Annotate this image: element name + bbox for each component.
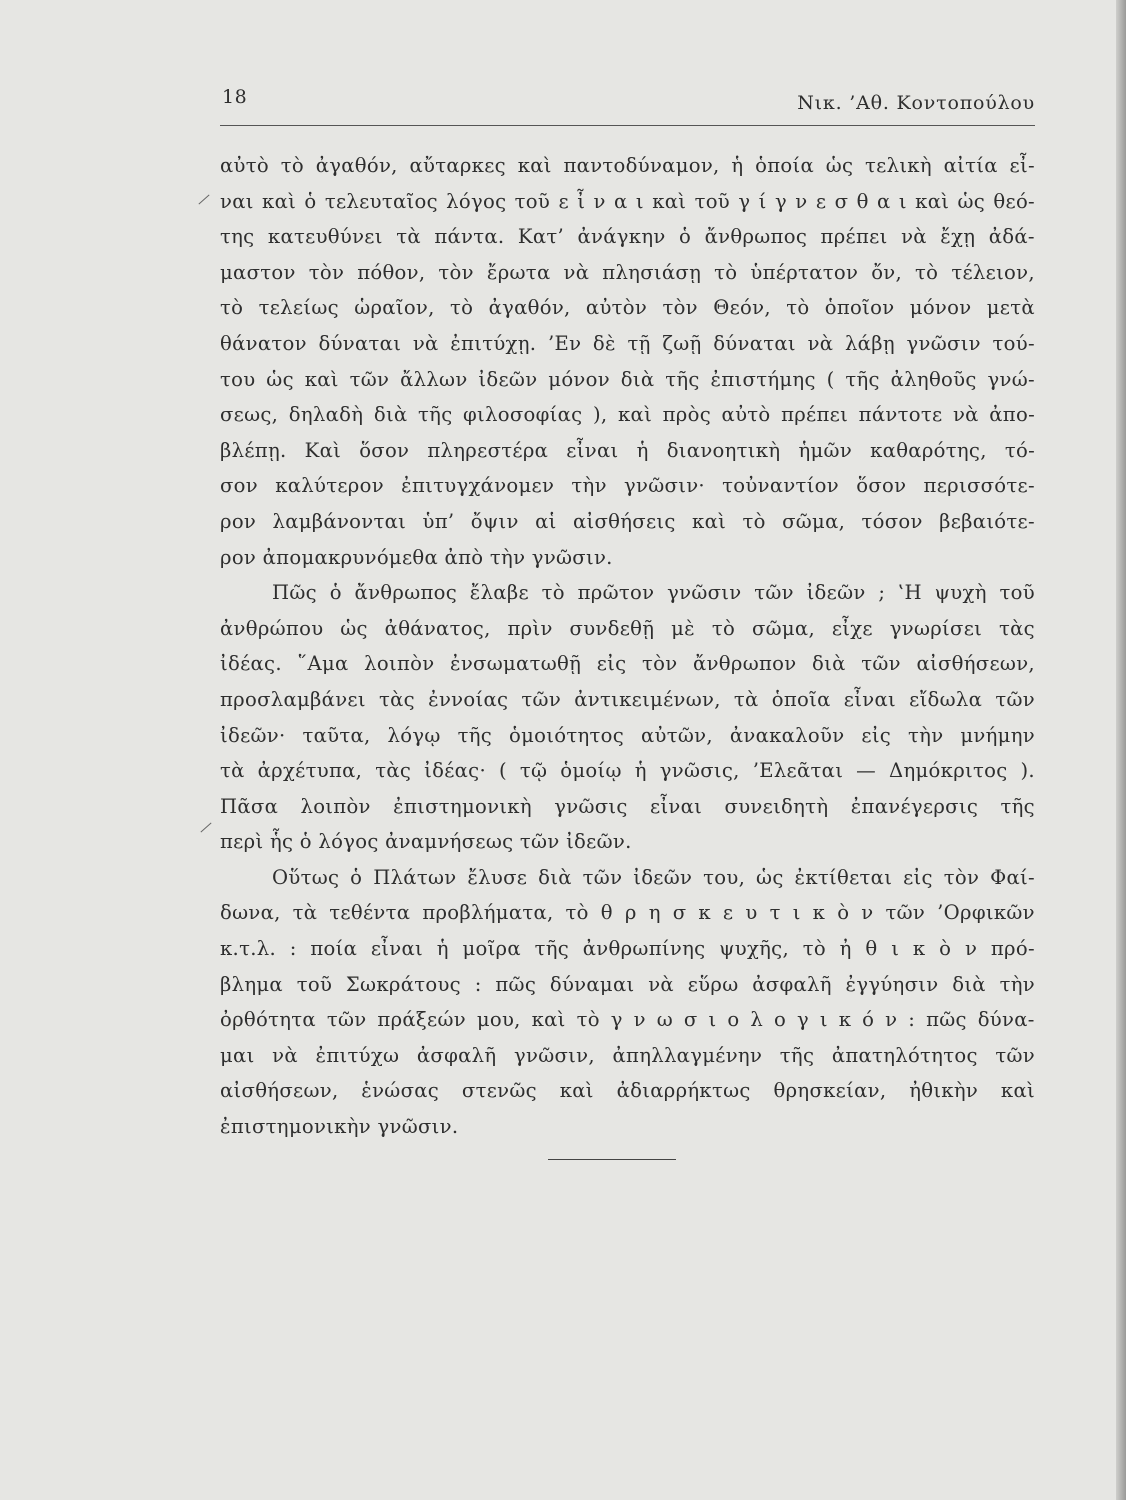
text-line: τὸ τελείως ὡραῖον, τὸ ἀγαθόν, αὐτὸν τὸν Θεόν, τὸ ὁποῖον μόνον μετὰ [220,296,1035,320]
text-line: τὰ ἀρχέτυπα, τὰς ἰδέας· ( τῷ ὁμοίῳ ἡ γνῶσις, ’Ελεᾶται — Δημόκριτος ). [220,759,1035,783]
text-line: περὶ ἧς ὁ λόγος ἀναμνήσεως τῶν ἰδεῶν. [220,830,632,854]
text-line: σεως, δηλαδὴ διὰ τῆς φιλοσοφίας ), καὶ πρὸς αὐτὸ πρέπει πάντοτε νὰ ἀπο- [220,403,1035,427]
text-line: ἰδέας. ῞Αμα λοιπὸν ἐνσωματωθῇ εἰς τὸν ἄνθρωπον διὰ τῶν αἰσθήσεων, [220,652,1035,676]
text-line: δωνα, τὰ τεθέντα προβλήματα, τὸ θ ρ η σ κ ε υ τ ι κ ὸ ν τῶν ’Ορφικῶν [220,901,1035,925]
running-head: Νικ. ’Αθ. Κοντοπούλου [797,92,1035,114]
margin-pencil-mark [198,194,209,204]
text-line: της κατευθύνει τὰ πάντα. Κατ’ ἀνάγκην ὁ ἄνθρωπος πρέπει νὰ ἔχῃ ἀδά- [220,225,1035,249]
margin-pencil-mark [200,822,211,832]
text-line: σον καλύτερον ἐπιτυγχάνομεν τὴν γνῶσιν· τοὐναντίον ὅσον περισσότε- [220,474,1035,498]
text-line: προσλαμβάνει τὰς ἐννοίας τῶν ἀντικειμένων, τὰ ὁποῖα εἶναι εἴδωλα τῶν [220,687,1035,711]
text-line: βλέπῃ. Καὶ ὅσον πληρεστέρα εἶναι ἡ διανοητικὴ ἡμῶν καθαρότης, τό- [220,438,1035,462]
text-line: μαστον τὸν πόθον, τὸν ἔρωτα νὰ πλησιάσῃ τὸ ὑπέρτατον ὄν, τὸ τέλειον, [220,260,1035,284]
body-text [220,148,1035,1145]
text-line: Πῶς ὁ ἄνθρωπος ἔλαβε τὸ πρῶτον γνῶσιν τῶν ἰδεῶν ; ‛Η ψυχὴ τοῦ [272,581,1035,605]
text-line: ὀρθότητα τῶν πράξεών μου, καὶ τὸ γ ν ω σ ι ο λ ο γ ι κ ό ν : πῶς δύνα- [220,1008,1035,1032]
text-line: βλημα τοῦ Σωκράτους : πῶς δύναμαι νὰ εὕρω ἀσφαλῆ ἐγγύησιν διὰ τὴν [220,972,1035,996]
text-line: ἀνθρώπου ὡς ἀθάνατος, πρὶν συνδεθῇ μὲ τὸ σῶμα, εἶχε γνωρίσει τὰς [220,616,1035,640]
text-line: θάνατον δύναται νὰ ἐπιτύχῃ. ’Εν δὲ τῇ ζωῇ δύναται νὰ λάβῃ γνῶσιν τού- [220,331,1035,355]
text-line: Πᾶσα λοιπὸν ἐπιστημονικὴ γνῶσις εἶναι συνειδητὴ ἐπανέγερσις τῆς [220,794,1035,818]
end-rule [548,1159,676,1160]
page-header [220,86,1035,126]
text-line: αἰσθήσεων, ἑνώσας στενῶς καὶ ἀδιαρρήκτως θρησκείαν, ἠθικὴν καὶ [220,1079,1035,1103]
text-line: ρον λαμβάνονται ὑπ’ ὄψιν αἱ αἰσθήσεις καὶ τὸ σῶμα, τόσον βεβαιότε- [220,509,1035,533]
text-line: ἐπιστημονικὴν γνῶσιν. [220,1115,459,1139]
text-line: κ.τ.λ. : ποία εἶναι ἡ μοῖρα τῆς ἀνθρωπίνης ψυχῆς, τὸ ἠ θ ι κ ὸ ν πρό- [220,937,1035,961]
page-edge-shadow [1116,0,1126,1500]
text-line: μαι νὰ ἐπιτύχω ἀσφαλῆ γνῶσιν, ἀπηλλαγμένην τῆς ἀπατηλότητος τῶν [220,1043,1035,1067]
text-line: αὐτὸ τὸ ἀγαθόν, αὔταρκες καὶ παντοδύναμον, ἡ ὁποία ὡς τελικὴ αἰτία εἶ- [220,154,1035,177]
text-line: ἰδεῶν· ταῦτα, λόγῳ τῆς ὁμοιότητος αὐτῶν, ἀνακαλοῦν εἰς τὴν μνήμην [220,723,1035,747]
text-line: Οὕτως ὁ Πλάτων ἔλυσε διὰ τῶν ἰδεῶν του, ὡς ἐκτίθεται εἰς τὸν Φαί- [272,865,1035,889]
header-rule [220,125,1035,126]
text-line: ρον ἀπομακρυνόμεθα ἀπὸ τὴν γνῶσιν. [220,545,613,569]
text-line: ναι καὶ ὁ τελευταῖος λόγος τοῦ ε ἶ ν α ι καὶ τοῦ γ ί γ ν ε σ θ α ι καὶ ὡς θεό- [220,189,1035,213]
text-line: του ὡς καὶ τῶν ἄλλων ἰδεῶν μόνον διὰ τῆς ἐπιστήμης ( τῆς ἀληθοῦς γνώ- [220,367,1035,391]
page-number: 18 [222,86,248,108]
